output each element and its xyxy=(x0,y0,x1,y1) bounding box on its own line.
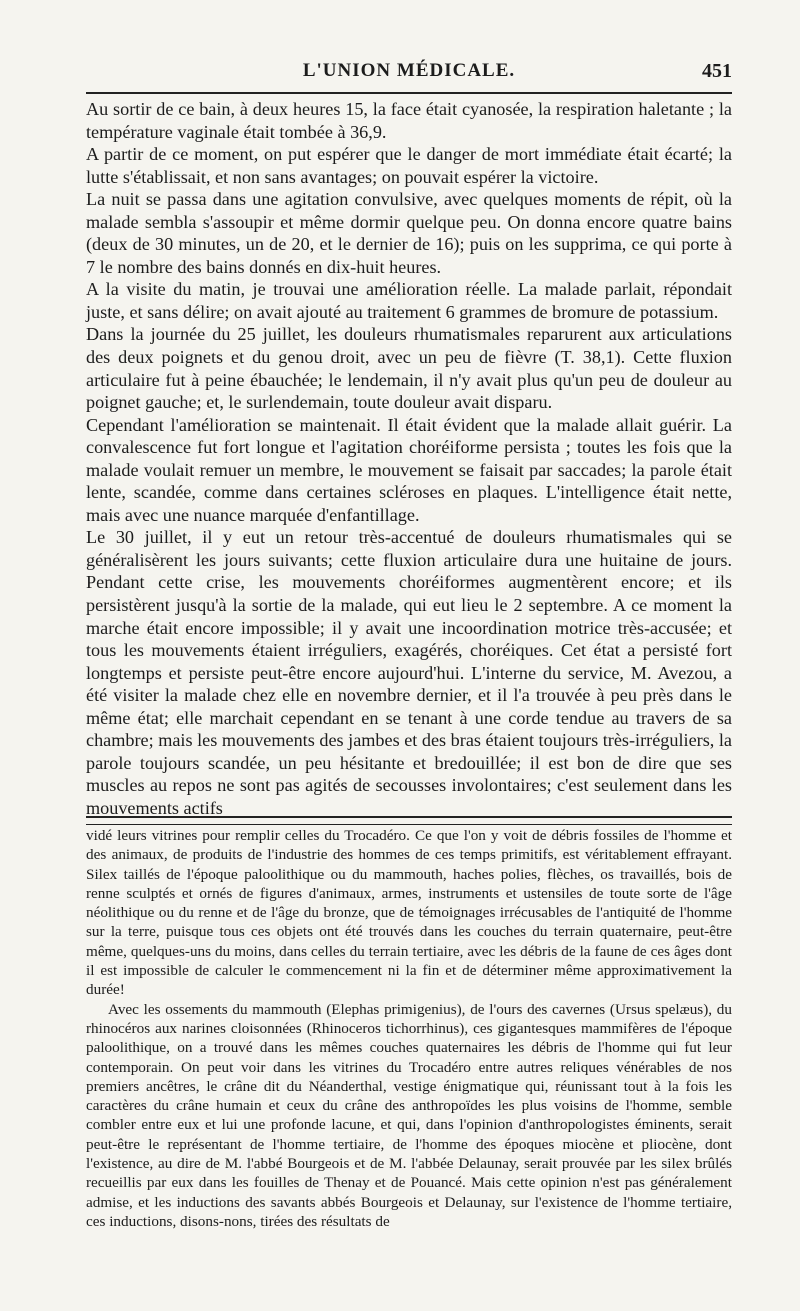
footnote-paragraph: Avec les ossements du mammouth (Elephas primigenius), de l'ours des cavernes (Ursus spelæus), du rhinocéros aux narines cloisonnées (Rhinoceros tichorrhinus), ces gigantesques mammifères de l'époque paloolithique, on a trouvé dans les mêmes couches quaternaires les débris de l'homme qui fut leur contemporain. On peut voir dans les vitrines du Trocadéro entre autres reliques vénérables de nos premiers ancêtres, le crâne dit du Néanderthal, vestige énigmatique qui, réunissant tout à la fois les caractères du crâne humain et ceux du crâne des anthropoïdes les plus voisins de l'homme, semble combler entre eux et lui une profonde lacune, et qui, dans l'opinion d'anthropologistes éminents, serait peut-être le représentant de l'homme tertiaire, de l'homme des époques miocène et pliocène, dont l'existence, au dire de M. l'abbé Bourgeois et de M. l'abbée Delaunay, serait prouvée par les silex brûlés recueillis par eux dans les fouilles de Thenay et de Pouancé. Mais cette opinion n'est pas généralement admise, et les inductions des savants abbés Bourgeois et Delaunay, sur l'existence de l'homme tertiaire, ces inductions, disons-nons, tirées des résultats de xyxy=(86,1000,732,1230)
header-rule xyxy=(86,92,732,94)
paragraph: A la visite du matin, je trouvai une amélioration réelle. La malade parlait, répondait juste, et sans délire; on avait ajouté au traitement 6 grammes de bromure de potassium. xyxy=(86,279,732,322)
paragraph: Au sortir de ce bain, à deux heures 15, la face était cyanosée, la respiration haletante ; la température vaginale était tombée à 36,9. xyxy=(86,99,732,142)
footnote-separator xyxy=(86,816,732,825)
footnote-paragraph: vidé leurs vitrines pour remplir celles du Trocadéro. Ce que l'on y voit de débris fossiles de l'homme et des animaux, de produits de l'industrie des hommes de ces temps primitifs, est véritablement effrayant. Silex taillés de l'époque paloolithique ou du mammouth, haches polies, flèches, os travaillés, bois de renne sculptés et ornés de figures d'animaux, armes, instruments et ustensiles de toute sorte de l'âge néolithique ou du renne et de l'âge du bronze, que de témoignages irrécusables de l'antiquité de l'homme sur la terre, puisque tous ces objets ont été trouvés dans les couches du terrain quaternaire, peut-être même, quelques-uns du moins, dans celles du terrain tertiaire, avec les débris de la faune de ces âges dont il est impossible de calculer le commencement ni la fin et de déterminer même approximativement la durée! xyxy=(86,827,732,999)
paragraph: Dans la journée du 25 juillet, les douleurs rhumatismales reparurent aux articulations des deux poignets et du genou droit, avec un peu de fièvre (T. 38,1). Cette fluxion articulaire fut à peine ébauchée; le lendemain, il n'y avait plus qu'un peu de douleur au poignet gauche; et, le surlendemain, toute douleur avait disparu. xyxy=(86,324,732,413)
paragraph: Cependant l'amélioration se maintenait. Il était évident que la malade allait guérir. La convalescence fut fort longue et l'agitation choréiforme persista ; toutes les fois que la malade voulait remuer un membre, le mouvement se faisait par saccades; la parole était lente, scandée, comme dans certaines scléroses en plaques. L'intelligence était nette, mais avec une nuance marquée d'enfantillage. xyxy=(86,414,732,525)
paragraph: La nuit se passa dans une agitation convulsive, avec quelques moments de répit, où la malade sembla s'assoupir et même dormir quelque peu. On donna encore quatre bains (deux de 30 minutes, un de 20, et le dernier de 16); puis on les supprima, ce qui porte à 7 le nombre des bains donnés en dix-huit heures. xyxy=(86,189,732,277)
main-text xyxy=(86,98,732,820)
paragraph: Le 30 juillet, il y eut un retour très-accentué de douleurs rhumatismales qui se généralisèrent les jours suivants; cette fluxion articulaire dura une huitaine de jours. Pendant cette crise, les mouvements choréiformes augmentèrent encore; et ils persistèrent jusqu'à la sortie de la malade, qui eut lieu le 2 septembre. A ce moment la marche était encore impossible; il y avait une incoordination motrice très-accusée; et tous les mouvements étaient irréguliers, exagérés, choréiques. Cet état a persisté fort longtemps et persiste peut-être encore aujourd'hui. L'interne du service, M. Avezou, a été visiter la malade chez elle en novembre dernier, et il l'a trouvée à peu près dans le même état; elle marchait cependant en se tenant à une corde tendue au travers de sa chambre; mais les mouvements des jambes et des bras étaient toujours très-irréguliers, la parole toujours scandée, un peu hésitante et bredouillée; il est bon de dire que ses muscles au repos ne sont pas agités de secousses involontaires; c'est seulement dans les mouvements actifs xyxy=(86,527,732,818)
paragraph: A partir de ce moment, on put espérer que le danger de mort immédiate était écarté; la lutte s'établissait, et non sans avantages; on pouvait espérer la victoire. xyxy=(86,144,732,187)
running-header xyxy=(86,56,732,90)
footnote-text xyxy=(86,826,732,1231)
page-number: 451 xyxy=(702,60,732,82)
journal-title: L'UNION MÉDICALE. xyxy=(302,60,516,81)
